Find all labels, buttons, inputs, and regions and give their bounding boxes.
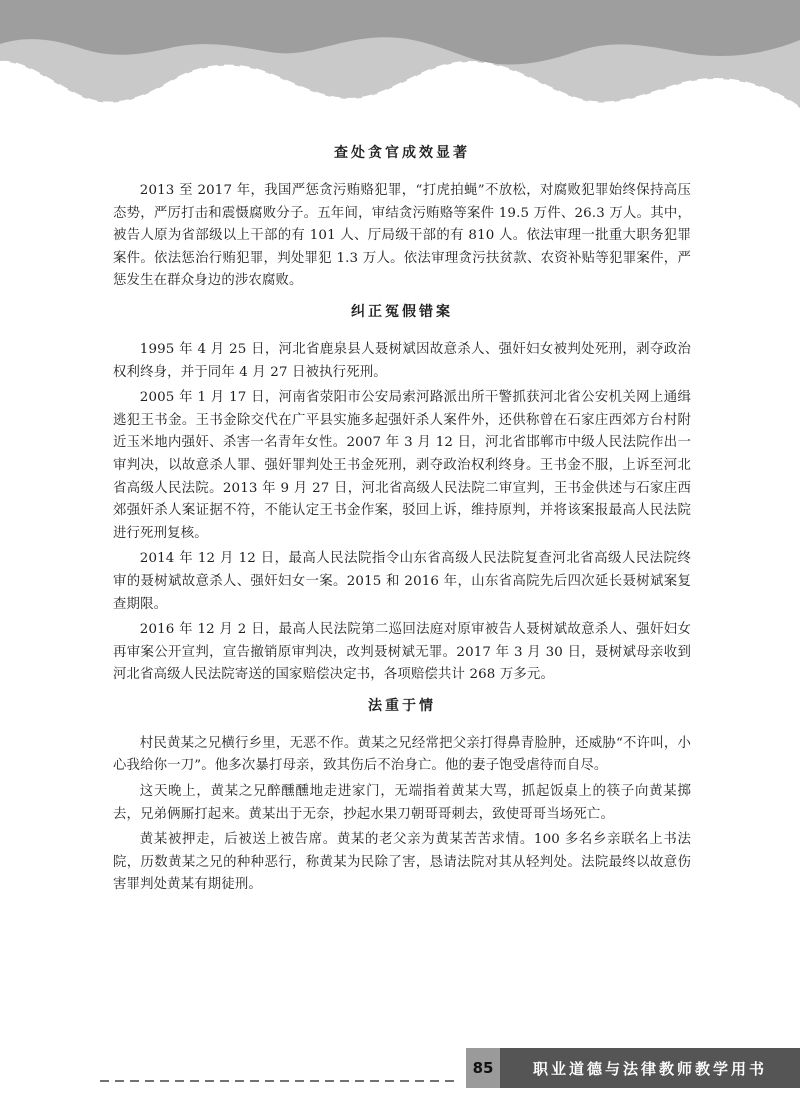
paragraph: 1995 年 4 月 25 日，河北省鹿泉县人聂树斌因故意杀人、强奸妇女被判处死刑，剥夺政治权利终身，并于同年 4 月 27 日被执行死刑。 bbox=[113, 341, 691, 380]
section-title: 查处贪官成效显著 bbox=[334, 145, 470, 161]
paragraph: 2013 至 2017 年，我国严惩贪污贿赂犯罪，“打虎拍蝇”不放松，对腐败犯罪始终保持高压态势，严厉打击和震慑腐败分子。五年间，审结贪污贿赂等案件 19.5 万件、26.3 万人。其中，被告人原为省部级以上干部的有 101 人、厅局级干部的有 810 人。依法审理一批重大职务犯罪案件。依法惩治行贿犯罪，判处罪犯 1.3 万人。依法审理贪污扶贫款、农资补贴等犯罪案件，严惩发生在群众身边的涉农腐败。 bbox=[113, 183, 691, 289]
page-content bbox=[113, 138, 691, 897]
book-title-banner: 职业道德与法律教师教学用书 bbox=[500, 1048, 800, 1088]
paragraph: 2016 年 12 月 2 日，最高人民法院第二巡回法庭对原审被告人聂树斌故意杀人、强奸妇女再审案公开宣判，宣告撤销原审判决，改判聂树斌无罪。2017 年 3 月 30 日，聂树斌母亲收到河北省高级人民法院寄送的国家赔偿决定书，各项赔偿共计 268 万多元。 bbox=[113, 622, 691, 683]
paragraph: 2014 年 12 月 12 日，最高人民法院指令山东省高级人民法院复查河北省高级人民法院终审的聂树斌故意杀人、强奸妇女一案。2015 和 2016 年，山东省高院先后四次延长聂树斌案复查期限。 bbox=[113, 551, 691, 612]
header-decoration bbox=[0, 0, 800, 135]
section-title: 法重于情 bbox=[368, 697, 436, 714]
paragraph: 黄某被押走，后被送上被告席。黄某的老父亲为黄某苦苦求情。100 多名乡亲联名上书法院，历数黄某之兄的种种恶行，称黄某为民除了害，恳请法院对其从轻判处。法院最终以故意伤害罪判处黄某有期徒刑。 bbox=[113, 832, 691, 893]
page-number: 85 bbox=[466, 1048, 500, 1088]
paragraph: 2005 年 1 月 17 日，河南省荥阳市公安局索河路派出所干警抓获河北省公安机关网上通缉逃犯王书金。王书金除交代在广平县实施多起强奸杀人案件外，还供称曾在石家庄西郊方台村附近玉米地内强奸、杀害一名青年女性。2007 年 3 月 12 日，河北省邯郸市中级人民法院作出一审判决，以故意杀人罪、强奸罪判处王书金死刑，剥夺政治权利终身。王书金不服，上诉至河北省高级人民法院。2013 年 9 月 27 日，河北省高级人民法院二审宣判，王书金供述与石家庄西郊强奸杀人案证据不符，不能认定王书金作案，驳回上诉，维持原判，并将该案报最高人民法院进行死刑复核。 bbox=[113, 390, 691, 541]
paragraph: 村民黄某之兄横行乡里，无恶不作。黄某之兄经常把父亲打得鼻青脸肿，还威胁“不许叫，小心我给你一刀”。他多次暴打母亲，致其伤后不治身亡。他的妻子饱受虐待而自尽。 bbox=[113, 735, 691, 774]
footer-dashed-line bbox=[100, 1080, 460, 1082]
paragraph: 这天晚上，黄某之兄醉醺醺地走进家门，无端指着黄某大骂，抓起饭桌上的筷子向黄某掷去，兄弟俩厮打起来。黄某出于无奈，抄起水果刀朝哥哥刺去，致使哥哥当场死亡。 bbox=[113, 784, 691, 822]
section-title: 纠正冤假错案 bbox=[351, 303, 453, 320]
